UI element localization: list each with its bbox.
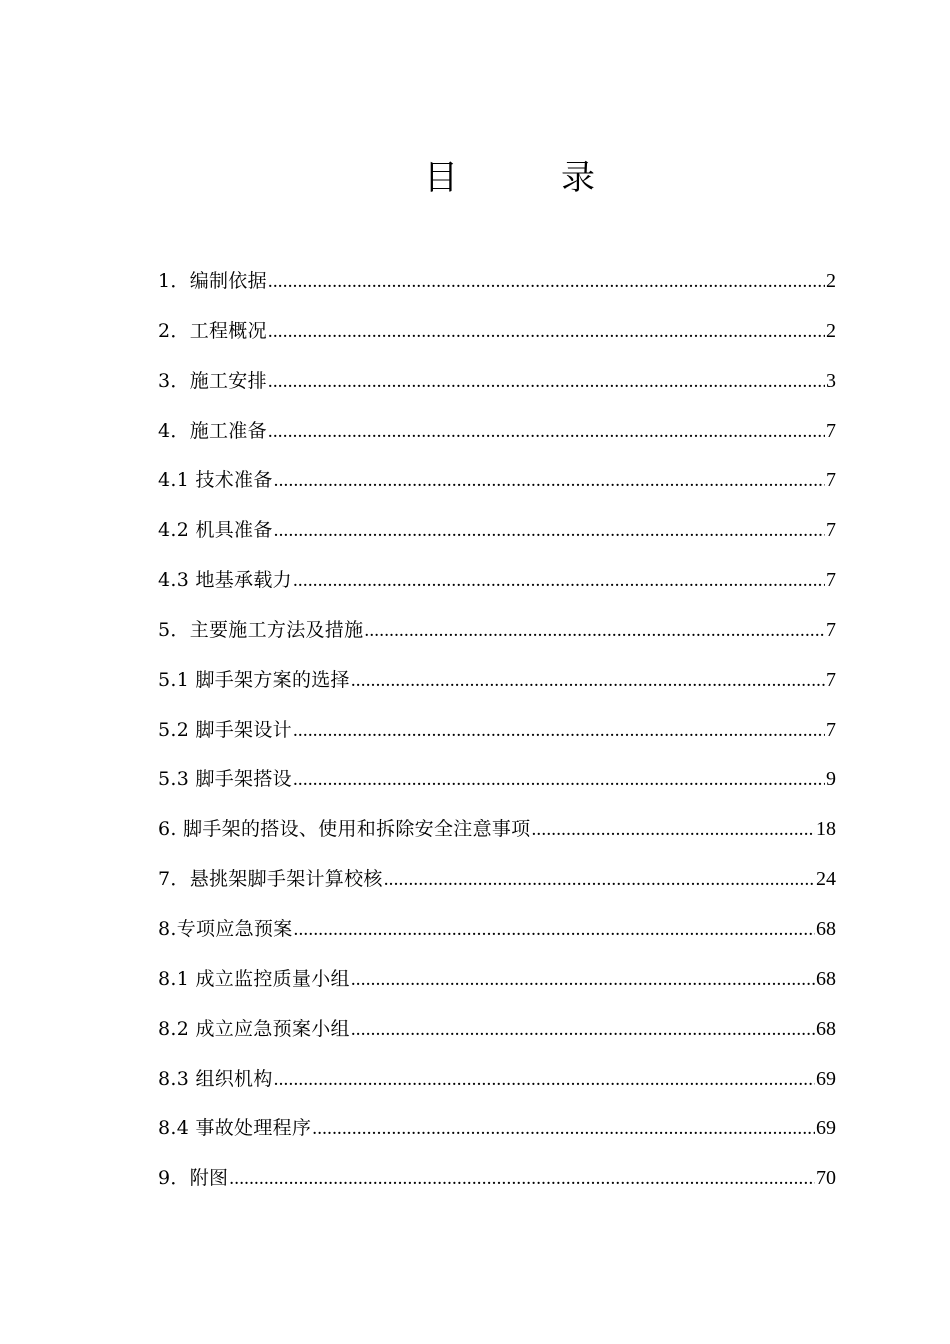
toc-entry[interactable] xyxy=(158,857,836,907)
toc-page-number: 3 xyxy=(826,369,836,392)
toc-dot-leader xyxy=(274,509,825,553)
toc-entry-label: 1．编制依据 xyxy=(158,270,267,292)
toc-dot-leader xyxy=(274,459,825,503)
toc-dot-leader xyxy=(268,260,825,304)
toc-dot-leader xyxy=(351,659,825,703)
toc-entry[interactable] xyxy=(158,608,836,658)
toc-entry[interactable] xyxy=(158,807,836,857)
toc-page-number: 18 xyxy=(816,818,836,841)
toc-dot-leader xyxy=(268,310,825,354)
toc-entry[interactable] xyxy=(158,1057,836,1107)
toc-entry-label: 4．施工准备 xyxy=(158,419,267,442)
toc-entry-label: 5.1 脚手架方案的选择 xyxy=(158,668,350,691)
toc-dot-leader xyxy=(384,858,815,902)
toc-page-number: 24 xyxy=(816,868,836,891)
toc-page-number: 70 xyxy=(816,1167,836,1190)
toc-entry-label: 4.2 机具准备 xyxy=(158,519,273,542)
toc-dot-leader xyxy=(274,1058,815,1102)
toc-entry-label: 5.3 脚手架搭设 xyxy=(158,768,292,791)
toc-entry-label: 5．主要施工方法及措施 xyxy=(158,618,364,641)
toc-page-number: 69 xyxy=(816,1117,836,1140)
toc-dot-leader xyxy=(294,908,815,952)
toc-dot-leader xyxy=(364,609,825,653)
toc-page-number: 7 xyxy=(826,569,836,592)
toc-page-number: 7 xyxy=(826,718,836,741)
toc-entry[interactable] xyxy=(158,907,836,957)
toc-entry-label: 8.3 组织机构 xyxy=(158,1067,273,1090)
toc-entry-label: 5.2 脚手架设计 xyxy=(158,718,292,741)
toc-dot-leader xyxy=(229,1157,815,1201)
toc-page-number: 2 xyxy=(826,270,836,292)
toc-entry-label: 8.2 成立应急预案小组 xyxy=(158,1017,350,1040)
toc-entry-label: 8.专项应急预案 xyxy=(158,917,293,940)
toc-dot-leader xyxy=(351,1008,815,1052)
toc-entry[interactable] xyxy=(158,259,836,309)
toc-entry[interactable] xyxy=(158,309,836,359)
toc-dot-leader xyxy=(293,758,825,802)
toc-entry-label: 6. 脚手架的搭设、使用和拆除安全注意事项 xyxy=(158,818,531,841)
toc-entry-label: 9．附图 xyxy=(158,1167,229,1190)
toc-entry-label: 3．施工安排 xyxy=(158,369,267,392)
toc-entry-label: 4.3 地基承载力 xyxy=(158,569,292,592)
toc-entry[interactable] xyxy=(158,458,836,508)
toc-entry-label: 2．工程概况 xyxy=(158,319,267,342)
title-char-2: 录 xyxy=(561,158,595,198)
toc-dot-leader xyxy=(312,1107,815,1151)
toc-dot-leader xyxy=(293,709,825,753)
toc-entry-label: 8.1 成立监控质量小组 xyxy=(158,967,350,990)
toc-dot-leader xyxy=(293,559,825,603)
toc-dot-leader xyxy=(268,410,825,454)
toc-page-number: 7 xyxy=(826,618,836,641)
toc-entry[interactable] xyxy=(158,757,836,807)
toc-page-number: 68 xyxy=(816,1017,836,1040)
toc-entry[interactable] xyxy=(158,1106,836,1156)
toc-entry[interactable] xyxy=(158,1007,836,1057)
toc-page-number: 69 xyxy=(816,1067,836,1090)
toc-page-number: 68 xyxy=(816,967,836,990)
toc-page-number: 7 xyxy=(826,469,836,492)
toc-entry[interactable] xyxy=(158,1156,836,1206)
toc-page-number: 7 xyxy=(826,519,836,542)
toc-entry[interactable] xyxy=(158,359,836,409)
toc-entry-label: 8.4 事故处理程序 xyxy=(158,1117,312,1140)
toc-page-number: 2 xyxy=(826,319,836,342)
toc-entry-label: 7．悬挑架脚手架计算校核 xyxy=(158,868,383,891)
toc-entry[interactable] xyxy=(158,957,836,1007)
toc-dot-leader xyxy=(268,360,825,404)
toc-page-number: 68 xyxy=(816,917,836,940)
toc-list xyxy=(158,259,836,1206)
toc-dot-leader xyxy=(531,808,815,852)
toc-dot-leader xyxy=(351,958,815,1002)
toc-entry[interactable] xyxy=(158,558,836,608)
toc-entry[interactable] xyxy=(158,409,836,459)
toc-page-number: 9 xyxy=(826,768,836,791)
toc-page-number: 7 xyxy=(826,668,836,691)
toc-page-number: 7 xyxy=(826,419,836,442)
toc-entry[interactable] xyxy=(158,508,836,558)
title-char-1: 目 xyxy=(424,158,458,198)
toc-entry[interactable] xyxy=(158,708,836,758)
toc-title xyxy=(0,150,950,206)
toc-entry[interactable] xyxy=(158,658,836,708)
toc-entry-label: 4.1 技术准备 xyxy=(158,469,273,492)
